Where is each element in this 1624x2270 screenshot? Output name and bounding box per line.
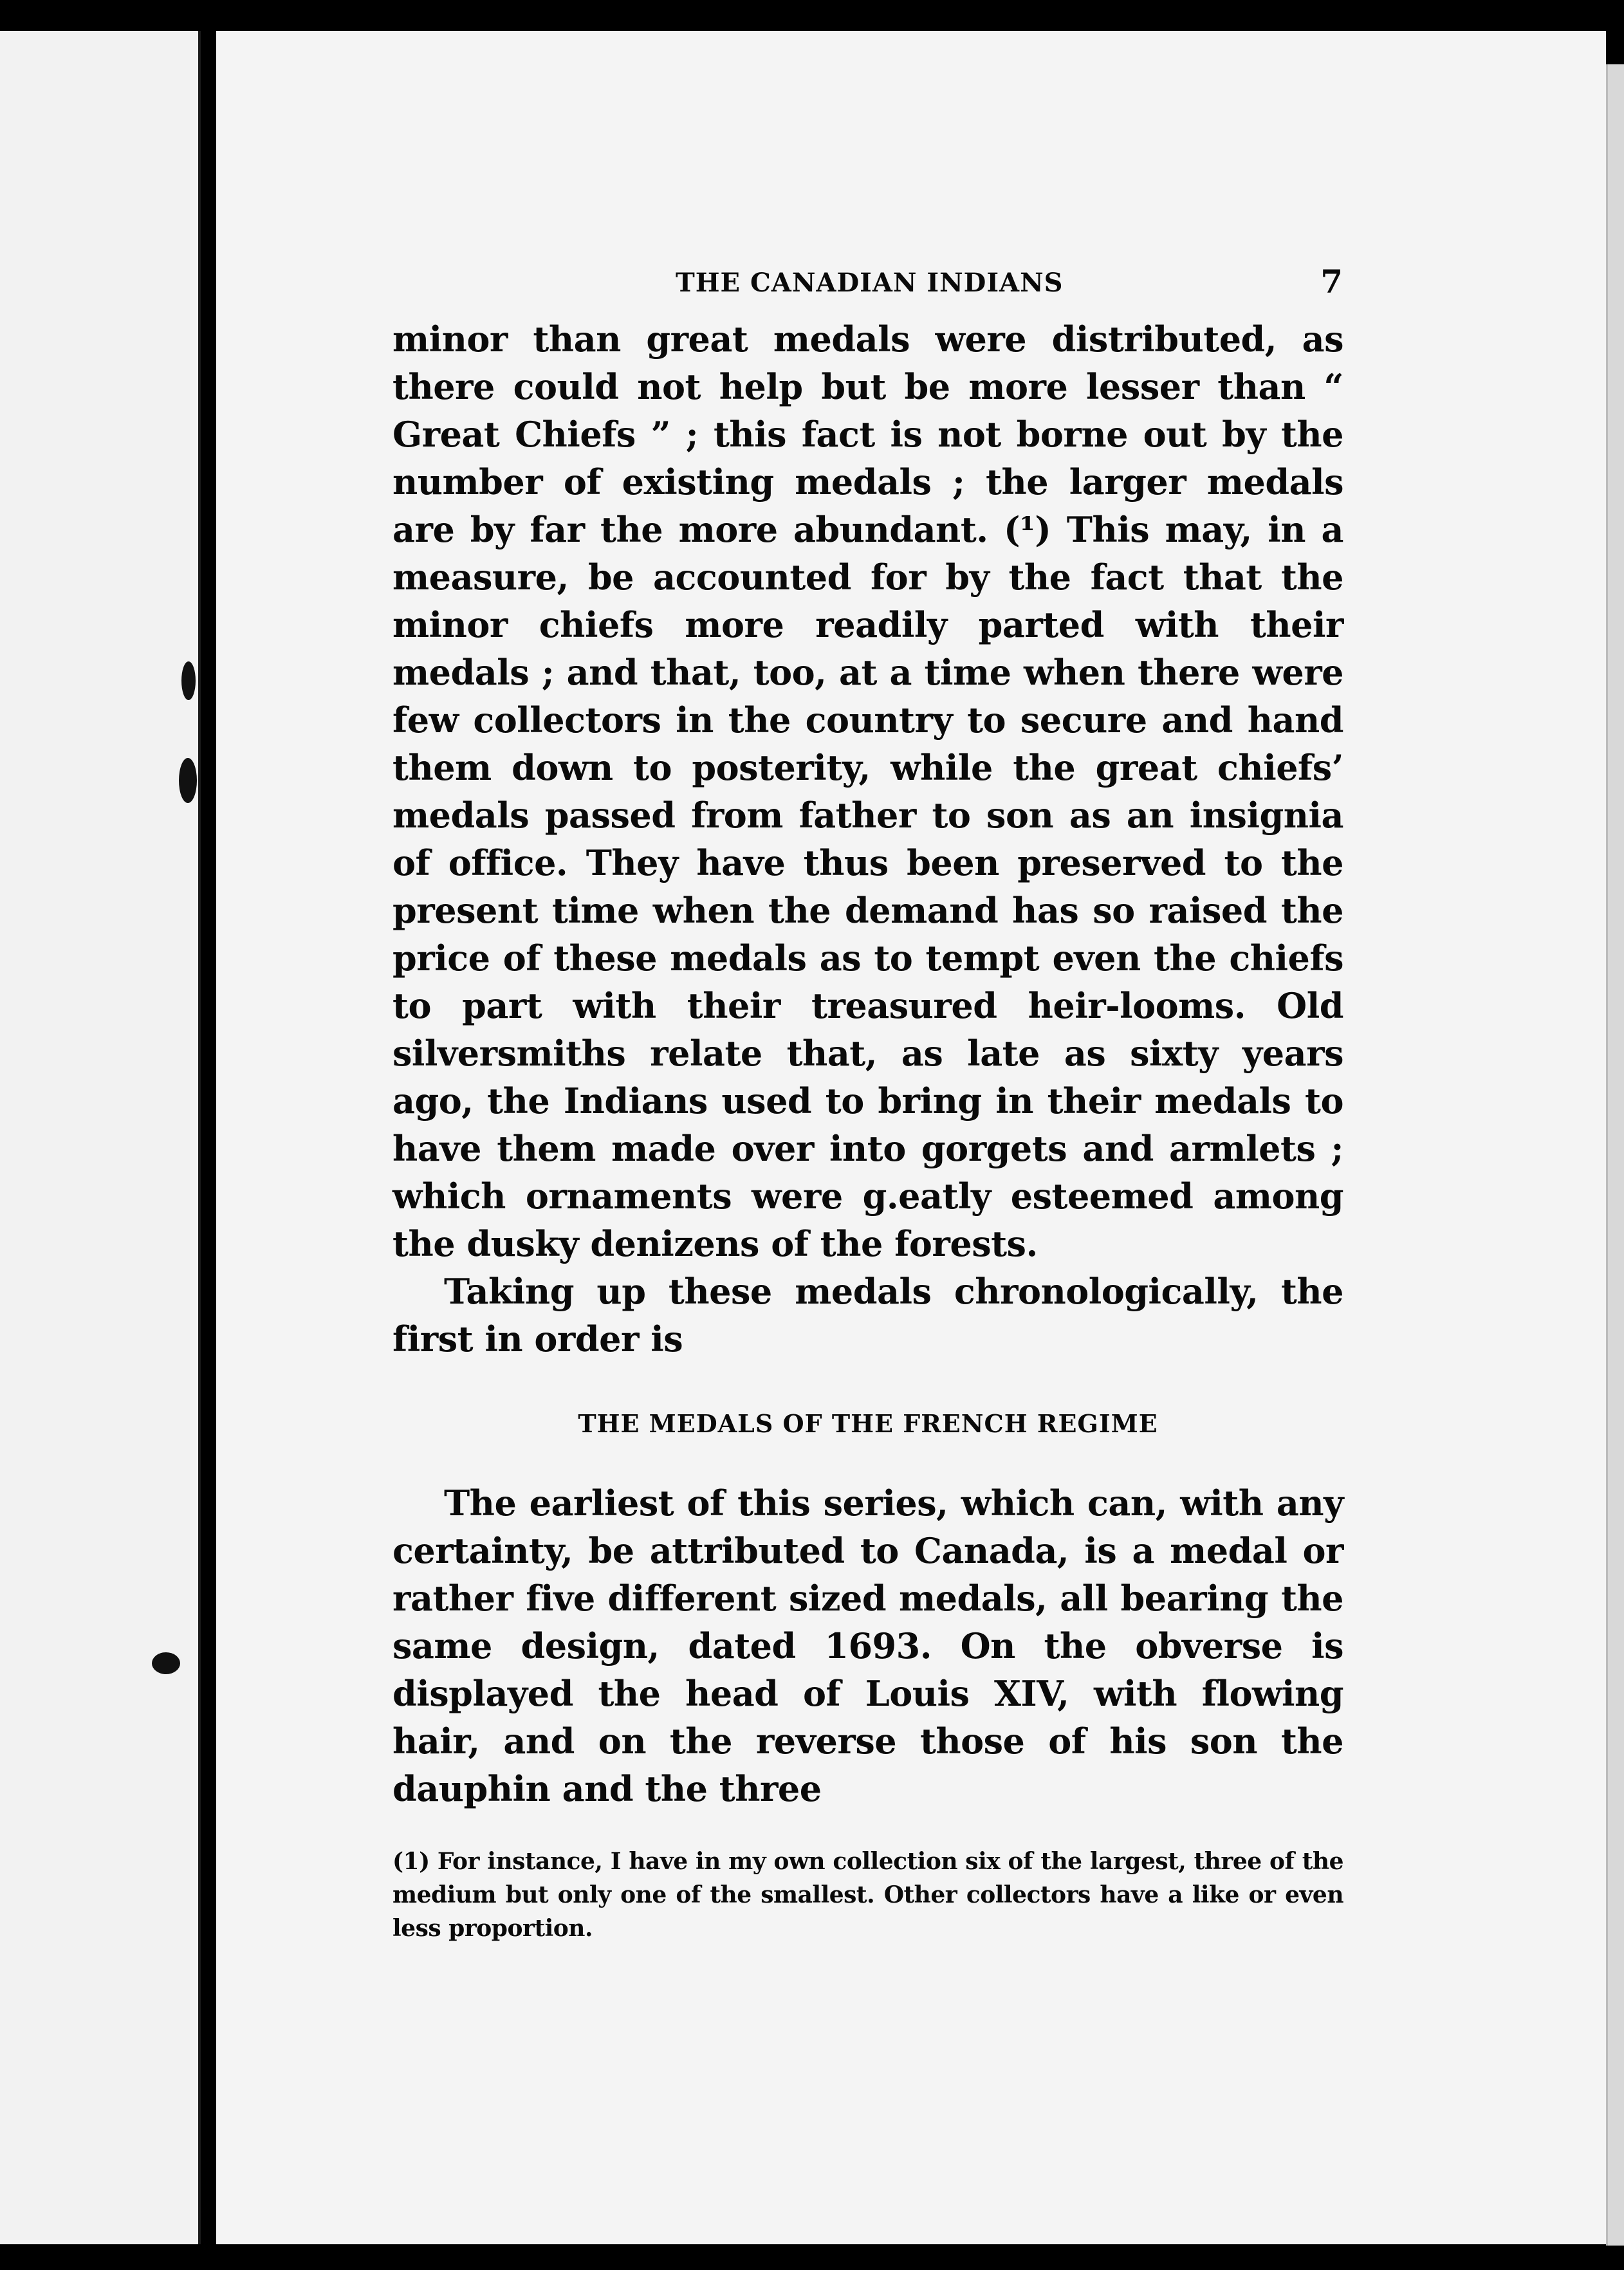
footnote: (1) For instance, I have in my own collection six of the largest, three of the medium but only one of the smallest. Other collectors have a like or even less proportion. bbox=[392, 1848, 1343, 1942]
page-number: 7 bbox=[1320, 263, 1343, 300]
section-heading: THE MEDALS OF THE FRENCH REGIME bbox=[578, 1409, 1158, 1438]
running-head: THE CANADIAN INDIANS bbox=[676, 268, 1064, 298]
page-header bbox=[392, 257, 1343, 315]
paragraph: The earliest of this series, which can, with any certainty, be attributed to Canada, is a medal or rather five different sized medals, all bearing the same design, dated 1693. On the obverse is displayed the head of Louis XIV, with flowing hair, and on the reverse those of his son the dauphin and the three bbox=[392, 1482, 1343, 1809]
left-page-edge bbox=[0, 31, 201, 2244]
binding-mark bbox=[181, 661, 196, 700]
right-page-edge bbox=[1606, 64, 1624, 2246]
binding-mark bbox=[179, 758, 197, 803]
book-gutter bbox=[201, 31, 216, 2244]
page-content bbox=[392, 257, 1343, 1968]
paragraph: Taking up these medals chronologically, the first in order is bbox=[392, 1271, 1343, 1360]
binding-mark bbox=[152, 1652, 180, 1674]
paragraph: minor than great medals were distributed, as there could not help but be more lesser than “ Great Chiefs ” ; this fact is not borne out by the number of existing medals ; the larger medals are by far the more abundant. (¹) This may, in a measure, be accounted for by the fact that the minor chiefs more readily parted with their medals ; and that, too, at a time when there were few collectors in the country to secure and hand them down to posterity, while the great chiefs’ medals passed from father to son as an insignia of office. They have thus been preserved to the present time when the demand has so raised the price of these medals as to tempt even the chiefs to part with their treasured heir-looms. Old silversmiths relate that, as late as sixty years ago, the Indians used to bring in their medals to have them made over into gorgets and armlets ; which ornaments were g.eatly esteemed among the dusky denizens of the forests. bbox=[392, 318, 1343, 1264]
